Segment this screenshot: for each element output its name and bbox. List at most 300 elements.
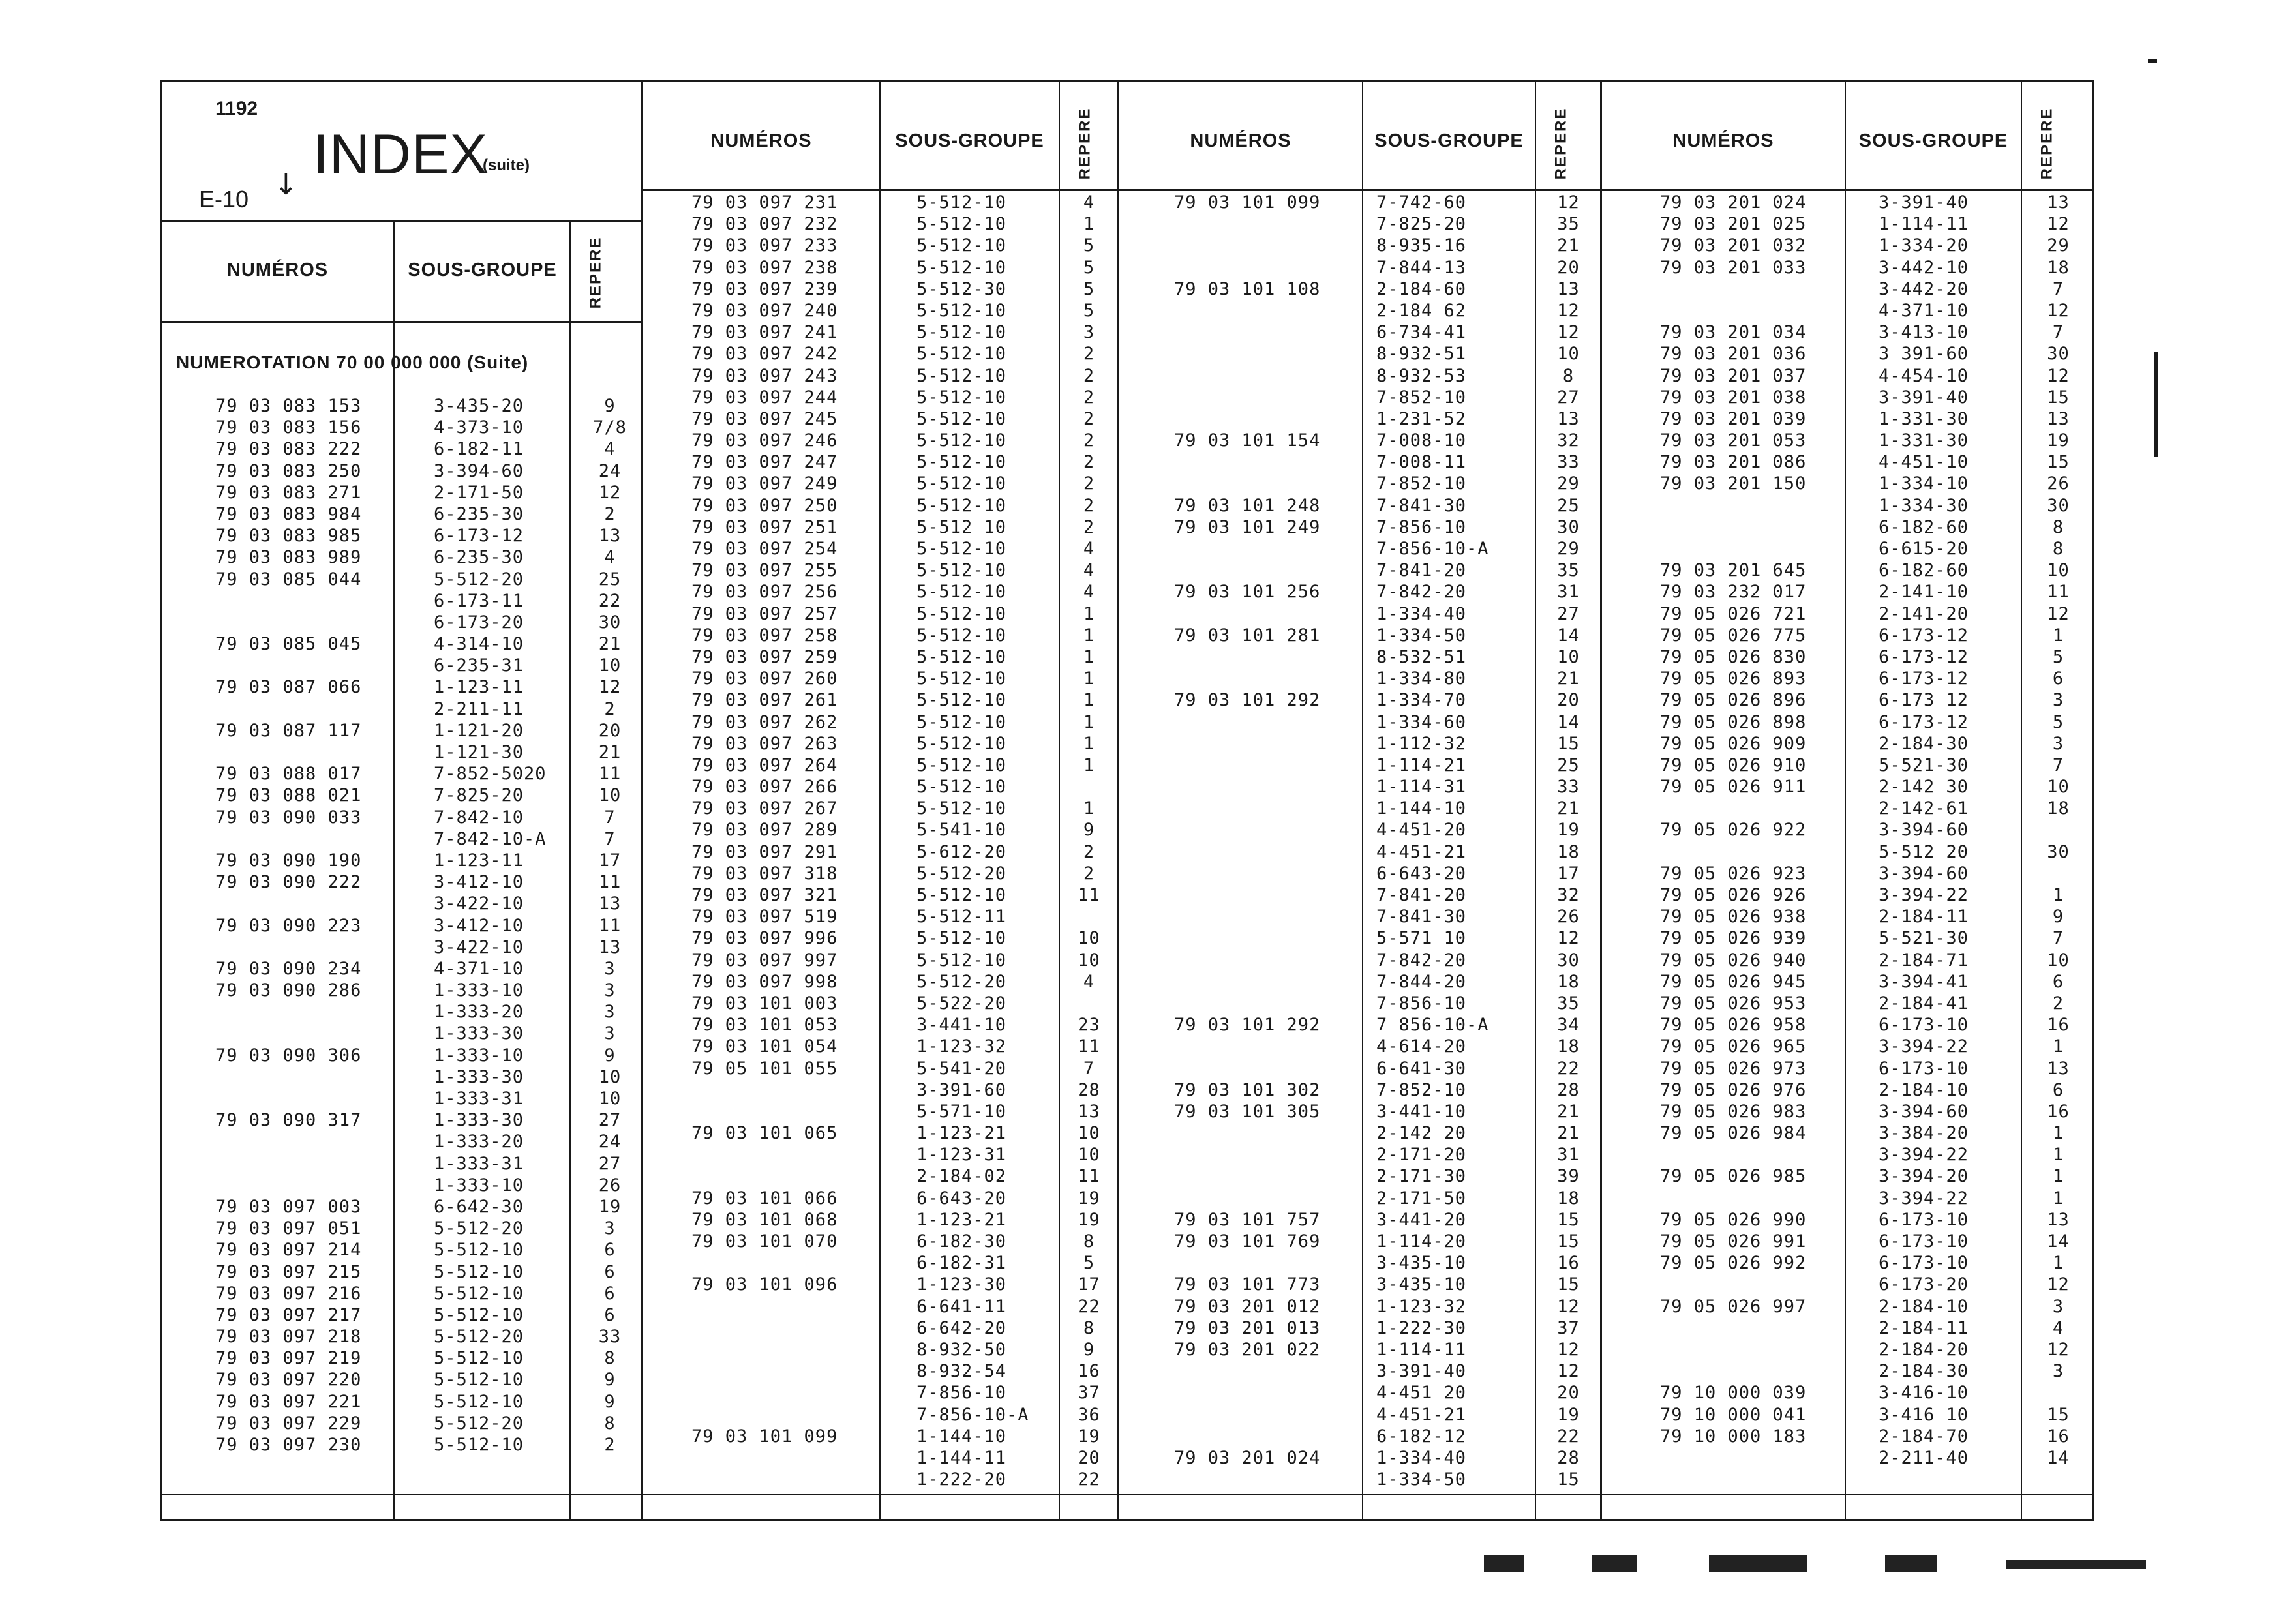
table-cell: 6: [604, 1283, 616, 1304]
table-cell: 8: [604, 1413, 616, 1434]
table-cell: 21: [1557, 1101, 1580, 1122]
table-cell: 79 05 026 958: [1660, 1015, 1807, 1036]
table-cell: 79 03 201 034: [1660, 322, 1807, 343]
table-cell: [691, 1296, 838, 1317]
table-cell: 16: [1557, 1253, 1580, 1274]
table-cell: 30: [2047, 841, 2070, 862]
table-cell: 5-512-10: [916, 300, 1007, 321]
table-cell: [691, 1404, 838, 1426]
table-cell: [2023, 863, 2094, 884]
table-cell: 14: [2047, 1231, 2070, 1252]
table-cell: 79 10 000 041: [1660, 1404, 1807, 1425]
table-cell: 19: [598, 1196, 622, 1217]
table-cell: 3-442-10: [1879, 257, 1969, 278]
bottom-rule: [160, 1494, 2094, 1495]
sous-groupe-column: [434, 395, 547, 1456]
table-cell: 79 03 101 065: [691, 1123, 838, 1144]
table-cell: 12: [1557, 192, 1580, 213]
table-cell: 79 03 085 045: [215, 634, 362, 655]
table-cell: 1-123-11: [434, 677, 524, 698]
table-cell: 1-123-32: [1376, 1296, 1467, 1317]
table-cell: 7-856-10: [1376, 517, 1467, 537]
table-cell: 2: [1083, 387, 1095, 408]
table-cell: 15: [1557, 1469, 1580, 1490]
scan-mark: [2006, 1560, 2146, 1569]
table-cell: 79 05 026 909: [1660, 733, 1807, 754]
table-cell: 3-384-20: [1879, 1123, 1969, 1144]
table-cell: 79 03 090 033: [215, 807, 362, 828]
table-cell: 79 03 201 039: [1660, 408, 1807, 429]
table-cell: 13: [598, 894, 622, 914]
table-cell: 79 03 083 156: [215, 417, 362, 438]
table-cell: 79 03 201 013: [1174, 1317, 1321, 1338]
col-rule: [1059, 80, 1060, 1521]
table-cell: 79 03 097 239: [691, 278, 838, 299]
table-cell: 4-451 20: [1376, 1383, 1467, 1404]
table-cell: 79 03 101 066: [691, 1188, 838, 1209]
table-cell: 1-123-21: [916, 1209, 1007, 1230]
table-cell: 22: [1078, 1296, 1100, 1317]
repere-column: [571, 395, 648, 1456]
table-cell: 9: [604, 1391, 616, 1412]
table-cell: 1-114-11: [1879, 214, 1969, 235]
sous-groupe-column: [1879, 192, 1969, 1469]
table-cell: 2-142 20: [1376, 1123, 1467, 1144]
section-code: E-10: [199, 186, 249, 213]
table-cell: 7-856-10: [916, 1383, 1007, 1404]
col-header-numeros: NUMÉROS: [710, 130, 812, 151]
table-cell: 1-333-10: [434, 980, 524, 1001]
table-cell: 33: [1557, 452, 1580, 473]
table-cell: 1-114-21: [1376, 755, 1467, 775]
table-cell: 6-173-12: [1879, 668, 1969, 689]
table-cell: 5-512-10: [916, 539, 1007, 559]
table-cell: 79 03 097 051: [215, 1218, 362, 1239]
repere-column: [2023, 192, 2094, 1469]
table-cell: 12: [598, 482, 622, 503]
table-cell: 5-512-10: [916, 560, 1007, 581]
table-cell: 7: [2052, 928, 2064, 949]
divider-block-3: [1600, 80, 1602, 1521]
table-cell: 3-435-10: [1376, 1253, 1467, 1274]
table-cell: 2-184-71: [1879, 950, 1969, 970]
table-cell: 3-412-10: [434, 872, 524, 893]
table-cell: 26: [598, 1175, 622, 1195]
sous-groupe-column: [916, 192, 1029, 1490]
table-cell: 24: [598, 460, 622, 481]
table-cell: [1174, 1360, 1320, 1382]
table-cell: [1174, 235, 1320, 256]
table-cell: 31: [1557, 1145, 1580, 1165]
table-cell: 2-184-30: [1879, 1361, 1969, 1382]
table-cell: 7-856-10-A: [1376, 539, 1489, 559]
table-cell: 79 03 232 017: [1660, 582, 1807, 603]
table-cell: [1174, 1404, 1320, 1426]
table-cell: 79 03 097 246: [691, 430, 838, 451]
table-cell: [1174, 863, 1320, 884]
table-cell: 1-333-10: [434, 1045, 524, 1066]
table-cell: 79 03 090 286: [215, 980, 362, 1001]
table-cell: 1-222-30: [1376, 1317, 1467, 1338]
table-cell: 3 391-60: [1879, 344, 1969, 365]
table-cell: [215, 1023, 361, 1044]
table-cell: [1660, 1144, 1806, 1165]
table-cell: [1061, 776, 1117, 798]
table-cell: [1174, 343, 1320, 365]
table-cell: 5-512-10: [916, 582, 1007, 603]
table-cell: [1660, 1317, 1806, 1339]
table-cell: 5-512-10: [916, 473, 1007, 494]
table-cell: 21: [598, 742, 622, 762]
table-cell: 4: [1083, 560, 1095, 581]
table-cell: 79 03 083 985: [215, 526, 362, 547]
table-cell: 5-512-20: [916, 863, 1007, 884]
table-cell: [215, 612, 361, 633]
table-cell: 8: [2052, 539, 2064, 559]
table-cell: 4-451-21: [1376, 841, 1467, 862]
table-cell: 33: [598, 1327, 622, 1347]
table-cell: 79 03 097 519: [691, 907, 838, 927]
col-header-sous-groupe: SOUS-GROUPE: [1374, 130, 1524, 151]
table-cell: 79 05 026 976: [1660, 1079, 1807, 1100]
table-cell: 79 03 101 305: [1174, 1101, 1321, 1122]
table-cell: 2-142-61: [1879, 798, 1969, 819]
table-cell: 4: [1083, 971, 1095, 992]
table-cell: 20: [1557, 1383, 1580, 1404]
table-cell: 2-142 30: [1879, 777, 1969, 798]
table-cell: 11: [598, 915, 622, 936]
table-cell: 79 03 097 240: [691, 300, 838, 321]
table-cell: [1660, 1188, 1806, 1209]
table-cell: [691, 1165, 838, 1187]
table-cell: 5-512-30: [916, 278, 1007, 299]
table-cell: 21: [1557, 798, 1580, 819]
table-cell: 5-512-10: [434, 1348, 524, 1369]
table-cell: [1174, 213, 1320, 235]
table-cell: 6-182-60: [1879, 517, 1969, 537]
table-cell: 26: [1557, 907, 1580, 927]
table-cell: 35: [1557, 993, 1580, 1014]
table-cell: 3-394-60: [434, 460, 524, 481]
table-cell: 37: [1557, 1317, 1580, 1338]
table-cell: 5-512-10: [916, 733, 1007, 754]
table-cell: 7-842-10-A: [434, 828, 547, 849]
table-cell: 6-642-30: [434, 1196, 524, 1217]
table-cell: 5-512-10: [916, 192, 1007, 213]
table-cell: 12: [1557, 1296, 1580, 1317]
table-cell: 79 03 097 216: [215, 1283, 362, 1304]
table-cell: 1-334-50: [1376, 625, 1467, 646]
table-cell: [1174, 1252, 1320, 1274]
table-cell: 10: [598, 1066, 622, 1087]
table-cell: 79 03 083 271: [215, 482, 362, 503]
table-cell: 4-373-10: [434, 417, 524, 438]
table-cell: 79 03 097 232: [691, 214, 838, 235]
table-cell: 5-512-10: [916, 928, 1007, 949]
table-cell: 79 03 083 250: [215, 460, 362, 481]
table-cell: 2-171-20: [1376, 1145, 1467, 1165]
table-cell: 79 05 026 939: [1660, 928, 1807, 949]
table-cell: 34: [1557, 1015, 1580, 1036]
table-cell: 9: [2052, 907, 2064, 927]
table-cell: 2-184-60: [1376, 278, 1467, 299]
sous-groupe-column: [1376, 192, 1489, 1490]
table-cell: [1174, 668, 1320, 689]
table-cell: [215, 937, 361, 958]
table-cell: 9: [604, 396, 616, 416]
table-cell: 21: [1557, 1123, 1580, 1144]
table-cell: 5-512-10: [916, 408, 1007, 429]
table-cell: 2: [1083, 841, 1095, 862]
table-cell: 21: [598, 634, 622, 655]
table-cell: 79 03 097 254: [691, 539, 838, 559]
table-cell: 2-184-11: [1879, 1317, 1969, 1338]
table-cell: 79 05 026 898: [1660, 712, 1807, 732]
table-cell: 8: [1562, 365, 1575, 386]
table-cell: 7-841-30: [1376, 907, 1467, 927]
table-cell: 79 05 026 910: [1660, 755, 1807, 775]
table-cell: 79 05 026 953: [1660, 993, 1807, 1014]
table-cell: [1174, 993, 1320, 1014]
table-cell: 3: [2052, 1296, 2064, 1317]
table-cell: [1174, 1469, 1320, 1490]
table-cell: [1061, 993, 1117, 1014]
table-cell: 79 03 201 086: [1660, 452, 1807, 473]
table-cell: 2-171-50: [1376, 1188, 1467, 1209]
table-cell: [691, 1339, 838, 1360]
table-cell: 79 03 083 989: [215, 547, 362, 568]
table-cell: 17: [1078, 1274, 1100, 1295]
table-cell: 2: [1083, 863, 1095, 884]
table-cell: 79 03 097 214: [215, 1240, 362, 1261]
table-cell: 2-171-30: [1376, 1166, 1467, 1187]
down-arrow-icon: ↓: [274, 168, 298, 202]
table-cell: 6-642-20: [916, 1317, 1007, 1338]
table-cell: 10: [1078, 1123, 1100, 1144]
table-cell: 28: [1557, 1079, 1580, 1100]
table-cell: 2-141-20: [1879, 603, 1969, 624]
table-cell: 4: [604, 547, 616, 568]
table-cell: 5-512 10: [916, 517, 1007, 537]
table-cell: 3: [2052, 733, 2064, 754]
table-cell: 79 03 097 318: [691, 863, 838, 884]
table-cell: 12: [1557, 928, 1580, 949]
table-cell: 2: [1083, 344, 1095, 365]
table-cell: [1174, 712, 1320, 733]
table-cell: [691, 1101, 838, 1122]
table-cell: 5-512-10: [916, 214, 1007, 235]
table-cell: 6-173-20: [434, 612, 524, 633]
table-cell: 7: [1083, 1058, 1095, 1079]
table-cell: 1-334-80: [1376, 668, 1467, 689]
table-cell: 18: [2047, 798, 2070, 819]
table-cell: 1-334-30: [1879, 495, 1969, 516]
table-cell: 2: [604, 503, 616, 524]
table-cell: 10: [2047, 777, 2070, 798]
table-cell: 79 03 083 153: [215, 396, 362, 416]
table-cell: 6-641-30: [1376, 1058, 1467, 1079]
table-cell: 3-441-10: [916, 1015, 1007, 1036]
table-cell: [1660, 495, 1806, 517]
title-rule: [160, 220, 641, 222]
table-cell: [691, 1360, 838, 1382]
table-cell: 79 03 097 221: [215, 1391, 362, 1412]
table-cell: 7-852-5020: [434, 764, 547, 785]
table-cell: 79 03 097 244: [691, 387, 838, 408]
table-cell: 79 05 026 922: [1660, 820, 1807, 841]
table-cell: 1-144-10: [1376, 798, 1467, 819]
table-cell: [1174, 1036, 1320, 1057]
table-cell: 3: [604, 1218, 616, 1239]
table-cell: 7-852-10: [1376, 387, 1467, 408]
table-cell: 79 03 097 258: [691, 625, 838, 646]
table-cell: 13: [2047, 1058, 2070, 1079]
table-cell: 79 05 026 991: [1660, 1231, 1807, 1252]
col-header-sous-groupe: SOUS-GROUPE: [408, 260, 557, 280]
numeros-column: [691, 192, 838, 1490]
scan-mark: [1484, 1555, 1524, 1572]
table-cell: 79 03 097 997: [691, 950, 838, 970]
table-cell: 1-123-30: [916, 1274, 1007, 1295]
table-cell: 5-512-10: [916, 257, 1007, 278]
table-cell: 18: [2047, 257, 2070, 278]
table-cell: 1-121-30: [434, 742, 524, 762]
table-cell: 1-123-11: [434, 850, 524, 871]
table-cell: 3-413-10: [1879, 322, 1969, 343]
table-cell: 35: [1557, 560, 1580, 581]
table-cell: 6-235-31: [434, 655, 524, 676]
table-cell: 3-394-22: [1879, 1145, 1969, 1165]
table-cell: 6-173-20: [1879, 1274, 1969, 1295]
table-cell: 11: [1078, 1166, 1100, 1187]
table-cell: 1: [2052, 1166, 2064, 1187]
table-cell: 1-334-40: [1376, 603, 1467, 624]
table-cell: 27: [1557, 603, 1580, 624]
table-cell: 6-734-41: [1376, 322, 1467, 343]
table-cell: 2: [604, 1435, 616, 1455]
table-cell: 1: [1083, 668, 1095, 689]
table-cell: 1: [2052, 1188, 2064, 1209]
table-cell: 3-416 10: [1879, 1404, 1969, 1425]
table-cell: 4-371-10: [434, 958, 524, 979]
table-cell: 2: [1083, 430, 1095, 451]
table-cell: 18: [1557, 1036, 1580, 1057]
table-cell: 79 03 097 262: [691, 712, 838, 732]
table-cell: 5-512-10: [916, 430, 1007, 451]
table-cell: 4-314-10: [434, 634, 524, 655]
table-cell: 8-932-54: [916, 1361, 1007, 1382]
table-cell: 3: [604, 980, 616, 1001]
table-cell: 6-173 12: [1879, 690, 1969, 711]
table-cell: [215, 1088, 361, 1109]
table-cell: [1660, 538, 1806, 560]
table-cell: 1-231-52: [1376, 408, 1467, 429]
table-cell: 10: [1557, 344, 1580, 365]
table-cell: [1174, 798, 1320, 819]
table-cell: 3-391-60: [916, 1079, 1007, 1100]
table-cell: [215, 698, 361, 720]
table-cell: 11: [2047, 582, 2070, 603]
table-cell: [691, 1144, 838, 1165]
table-cell: 79 03 201 038: [1660, 387, 1807, 408]
col-rule: [569, 222, 571, 1521]
table-cell: 3: [1083, 322, 1095, 343]
table-cell: 10: [598, 655, 622, 676]
table-cell: 7-844-20: [1376, 971, 1467, 992]
table-cell: 10: [1078, 928, 1100, 949]
table-cell: 79 03 090 223: [215, 915, 362, 936]
table-cell: [1174, 300, 1320, 322]
table-cell: 13: [2047, 192, 2070, 213]
table-cell: 5-512-10: [916, 755, 1007, 775]
table-cell: 2-184-70: [1879, 1426, 1969, 1447]
table-cell: 1: [1083, 712, 1095, 732]
table-cell: 27: [598, 1153, 622, 1174]
table-cell: 8-932-53: [1376, 365, 1467, 386]
table-cell: 3-394-60: [1879, 820, 1969, 841]
scan-mark: [2148, 59, 2157, 63]
table-cell: 79 05 026 893: [1660, 668, 1807, 689]
table-cell: 79 03 090 234: [215, 958, 362, 979]
table-cell: 79 03 097 250: [691, 495, 838, 516]
table-cell: 6: [604, 1304, 616, 1325]
table-cell: 5-512-10: [916, 387, 1007, 408]
table-cell: 5-512-10: [434, 1391, 524, 1412]
table-cell: 8: [1083, 1317, 1095, 1338]
table-cell: 12: [1557, 322, 1580, 343]
table-cell: 79 03 097 220: [215, 1370, 362, 1390]
table-cell: 3-416-10: [1879, 1383, 1969, 1404]
table-cell: 1-333-30: [434, 1023, 524, 1044]
table-cell: 1-144-10: [916, 1426, 1007, 1447]
table-cell: 3-391-40: [1879, 192, 1969, 213]
table-cell: 79 03 090 190: [215, 850, 362, 871]
table-cell: 4: [2052, 1317, 2064, 1338]
table-cell: 5-512-20: [916, 971, 1007, 992]
table-cell: [1174, 1382, 1320, 1404]
col-header-repere: REPERE: [1076, 107, 1094, 180]
table-cell: 8: [604, 1348, 616, 1369]
table-cell: 79 03 101 281: [1174, 625, 1321, 646]
col-header-sous-groupe: SOUS-GROUPE: [895, 130, 1044, 151]
table-cell: [1174, 538, 1320, 560]
table-cell: 79 05 026 911: [1660, 777, 1807, 798]
table-cell: [1174, 927, 1320, 949]
table-cell: 5-512 20: [1879, 841, 1969, 862]
table-cell: [1174, 1122, 1320, 1144]
table-cell: 10: [1078, 950, 1100, 970]
table-cell: 11: [1078, 1036, 1100, 1057]
table-cell: 13: [1078, 1101, 1100, 1122]
table-cell: 5-541-20: [916, 1058, 1007, 1079]
table-cell: [1174, 841, 1320, 863]
table-cell: 3-394-41: [1879, 971, 1969, 992]
table-cell: 5-512-10: [916, 712, 1007, 732]
table-cell: 79 03 201 024: [1174, 1447, 1321, 1468]
table-cell: 1-114-31: [1376, 777, 1467, 798]
table-cell: 79 03 083 222: [215, 439, 362, 460]
table-cell: 2: [1083, 408, 1095, 429]
table-cell: 79 03 097 256: [691, 582, 838, 603]
table-cell: [1660, 1360, 1806, 1382]
table-cell: 27: [598, 1110, 622, 1131]
repere-column: [1061, 192, 1117, 1490]
table-cell: 30: [1557, 517, 1580, 537]
table-cell: 79 05 026 926: [1660, 885, 1807, 905]
table-cell: [1174, 408, 1320, 430]
scan-mark: [1885, 1555, 1937, 1572]
table-cell: 7: [2052, 755, 2064, 775]
